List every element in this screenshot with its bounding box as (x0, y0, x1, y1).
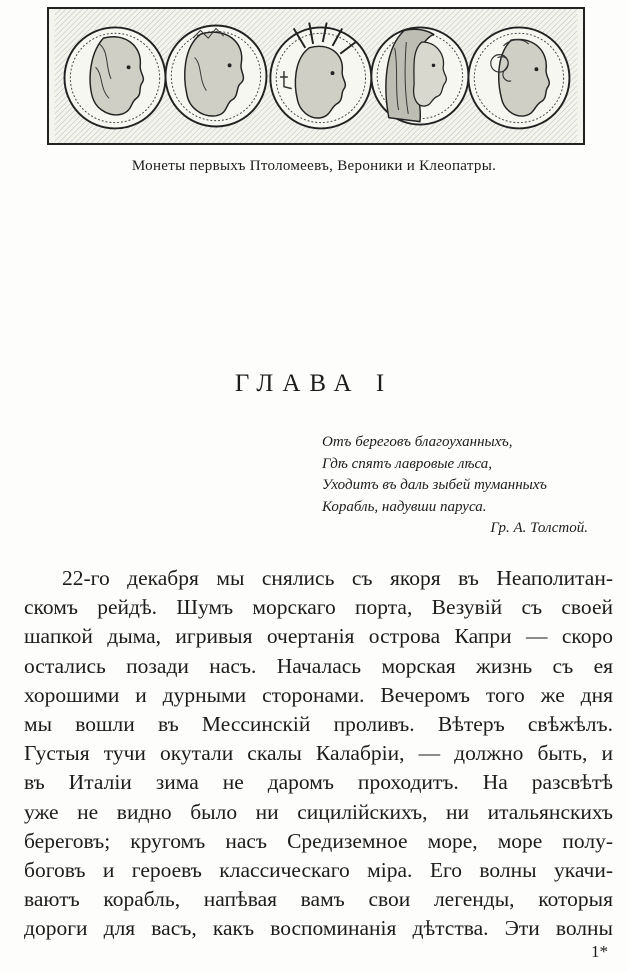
epigraph-line: Отъ береговъ благоуханныхъ, (322, 434, 513, 450)
text-line: уже не видно было ни сицилійскихъ, ни итальянскихъ (24, 799, 613, 824)
coin-berenice-veiled (371, 27, 468, 124)
coin-ptolemy-1 (65, 27, 166, 128)
epigraph-line: Корабль, надувши паруса. (322, 498, 487, 515)
body-text (24, 564, 613, 944)
text-line: въ Италіи зима не даромъ проходитъ. На разсвѣтѣ (24, 770, 613, 795)
epigraph-author: Гр. А. Толстой. (490, 520, 588, 536)
text-line: береговъ; кругомъ насъ Средиземное море, море полу- (24, 828, 613, 853)
text-line: шапкой дыма, игривыя очертанія острова Капри — скоро (24, 624, 613, 649)
epigraph-line: Уходитъ въ даль зыбей туманныхъ (322, 477, 547, 493)
epigraph-line: Гдѣ спятъ лавровые лѣса, (322, 455, 492, 472)
coin-frieze (47, 7, 585, 145)
text-line: мы вошли въ Мессинскій проливъ. Вѣтеръ свѣжѣлъ. (24, 712, 613, 737)
epigraph (322, 432, 612, 540)
text-line: ваютъ корабль, напѣвая вамъ свои легенды, которыя (24, 887, 613, 912)
text-line: боговъ и героевъ классическаго міра. Его волны укачи- (24, 858, 613, 883)
text-line: остались позади насъ. Началась морская жизнь съ ея (24, 653, 613, 678)
chapter-title: ГЛАВА I (234, 370, 394, 397)
signature-mark: 1* (591, 942, 608, 961)
text-line: дороги для васъ, какъ воспоминанія дѣтства. Эти волны (24, 916, 613, 941)
text-line: Густыя тучи окутали скалы Калабріи, — должно быть, и (24, 741, 613, 766)
coin-cleopatra (468, 27, 569, 128)
coin-ptolemy-2 (165, 26, 266, 127)
text-line: 22-го декабря мы снялись съ якоря въ Неаполитан- (62, 566, 613, 590)
text-line: хорошими и дурными сторонами. Вечеромъ того же дня (24, 682, 613, 707)
figure-caption: Монеты первыхъ Птоломеевъ, Вероники и Клеопатры. (131, 158, 497, 174)
text-line: скомъ рейдѣ. Шумъ морскаго порта, Везувій съ своей (24, 595, 613, 620)
